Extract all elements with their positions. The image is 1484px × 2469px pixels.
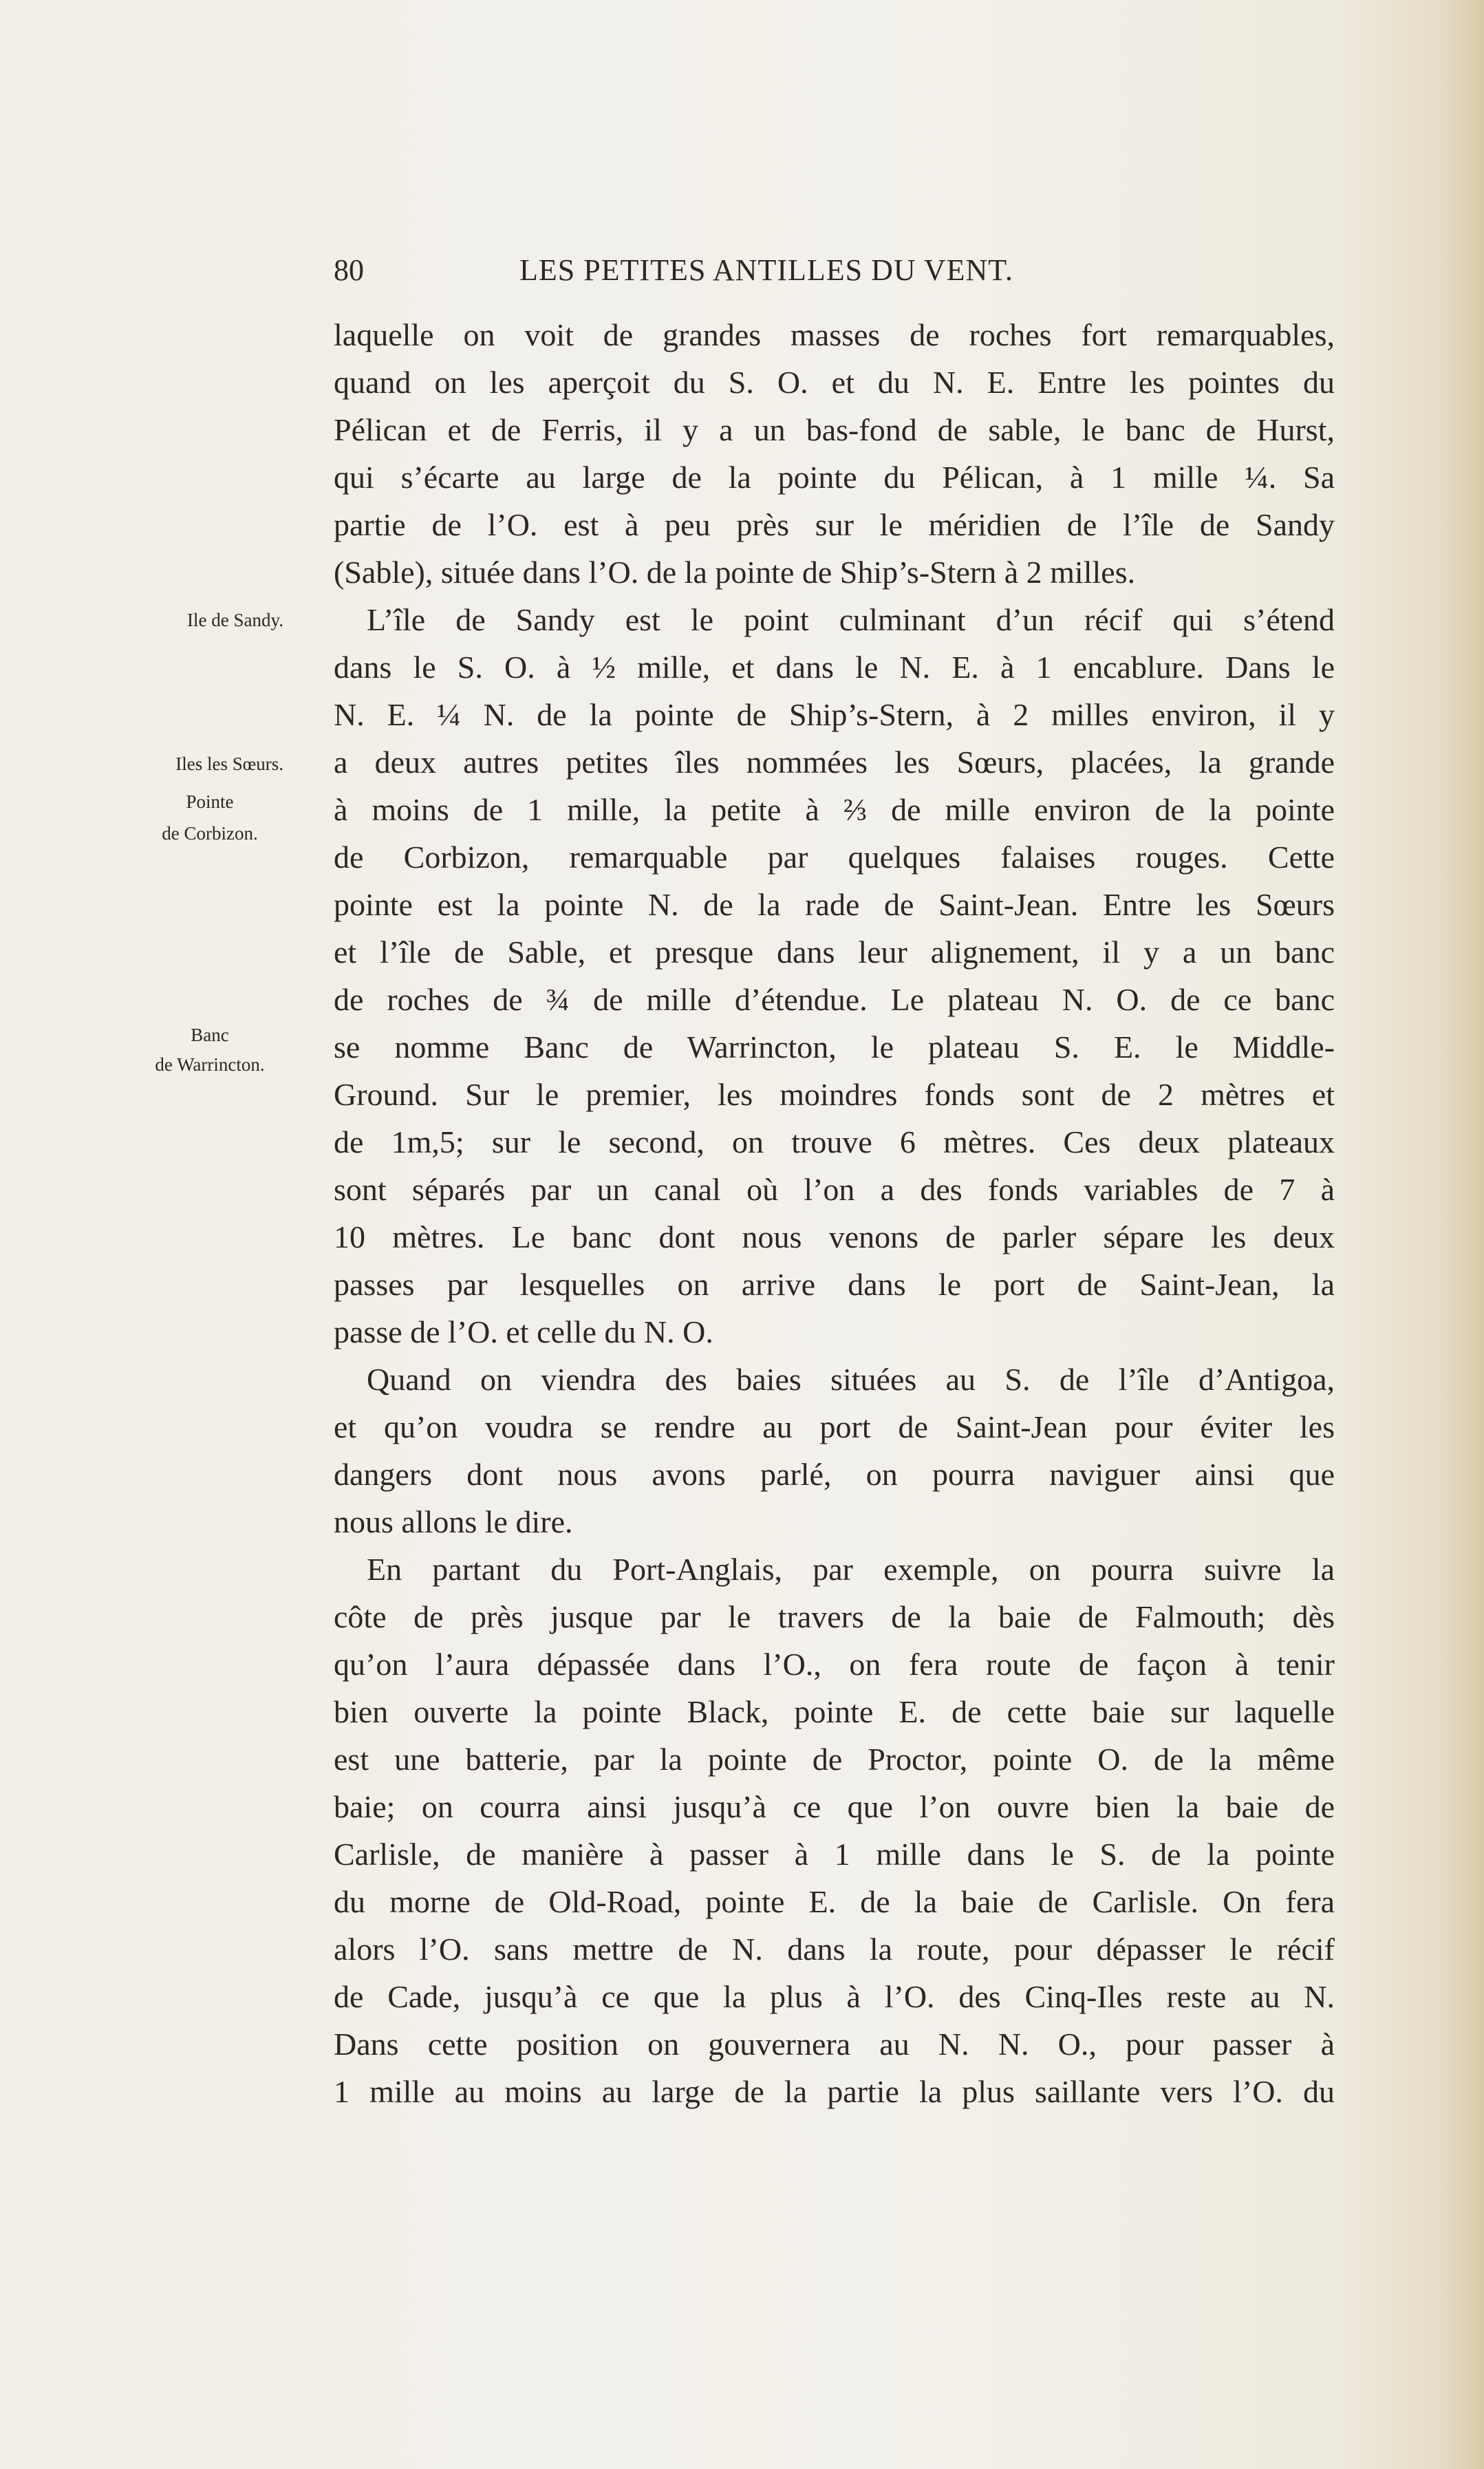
text-line: Dans cette position on gouvernera au N. N. O., pour passer à	[334, 2027, 1335, 2062]
text-line: côte de près jusque par le travers de la baie de Falmouth; dès	[334, 1599, 1335, 1634]
margin-note-iles-les-soeurs: Iles les Sœurs.	[175, 753, 283, 774]
text-line: dans le S. O. à ½ mille, et dans le N. E. à 1 encablure. Dans le	[334, 650, 1335, 685]
margin-note-warrincton: de Warrincton.	[155, 1054, 265, 1075]
text-line: et qu’on voudra se rendre au port de Saint-Jean pour éviter les	[334, 1409, 1335, 1444]
text-line: Quand on viendra des baies situées au S. de l’île d’Antigoa,	[367, 1362, 1335, 1397]
margin-note-corbizon: de Corbizon.	[162, 823, 258, 844]
text-line: baie; on courra ainsi jusqu’à ce que l’on ouvre bien la baie de	[334, 1789, 1335, 1824]
page-number: 80	[334, 253, 364, 287]
page-header	[334, 249, 1335, 292]
text-line: du morne de Old-Road, pointe E. de la baie de Carlisle. On fera	[334, 1884, 1335, 1919]
text-line: pointe est la pointe N. de la rade de Saint-Jean. Entre les Sœurs	[334, 887, 1335, 922]
text-line: de roches de ¾ de mille d’étendue. Le plateau N. O. de ce banc	[334, 982, 1335, 1017]
text-line: Ground. Sur le premier, les moindres fonds sont de 2 mètres et	[334, 1077, 1335, 1112]
text-line: quand on les aperçoit du S. O. et du N. E. Entre les pointes du	[334, 365, 1335, 400]
text-line: dangers dont nous avons parlé, on pourra naviguer ainsi que	[334, 1457, 1335, 1492]
margin-note-ile-de-sandy: Ile de Sandy.	[187, 610, 283, 630]
text-line: de Corbizon, remarquable par quelques falaises rouges. Cette	[334, 840, 1335, 875]
text-line: de Cade, jusqu’à ce que la plus à l’O. des Cinq-Iles reste au N.	[334, 1979, 1335, 2014]
text-line: passe de l’O. et celle du N. O.	[334, 1314, 713, 1349]
text-line: laquelle on voit de grandes masses de roches fort remarquables,	[334, 317, 1335, 352]
text-line: (Sable), située dans l’O. de la pointe de Ship’s-Stern à 2 milles.	[334, 555, 1136, 590]
text-line: bien ouverte la pointe Black, pointe E. de cette baie sur laquelle	[334, 1694, 1335, 1729]
text-line: qu’on l’aura dépassée dans l’O., on fera route de façon à tenir	[334, 1647, 1335, 1682]
text-line: En partant du Port-Anglais, par exemple, on pourra suivre la	[367, 1552, 1335, 1587]
text-line: et l’île de Sable, et presque dans leur alignement, il y a un banc	[334, 934, 1335, 970]
text-line: 10 mètres. Le banc dont nous venons de parler sépare les deux	[334, 1219, 1335, 1254]
body-text	[334, 311, 1335, 2115]
text-line: Pélican et de Ferris, il y a un bas-fond de sable, le banc de Hurst,	[334, 412, 1335, 447]
text-line: L’île de Sandy est le point culminant d’un récif qui s’étend	[367, 602, 1335, 637]
text-line: à moins de 1 mille, la petite à ⅔ de mille environ de la pointe	[334, 792, 1335, 827]
text-line: nous allons le dire.	[334, 1504, 573, 1539]
text-line: Carlisle, de manière à passer à 1 mille dans le S. de la pointe	[334, 1837, 1335, 1872]
text-line: alors l’O. sans mettre de N. dans la route, pour dépasser le récif	[334, 1932, 1335, 1967]
text-line: partie de l’O. est à peu près sur le méridien de l’île de Sandy	[334, 507, 1335, 542]
text-line: passes par lesquelles on arrive dans le port de Saint-Jean, la	[334, 1267, 1335, 1302]
text-line: sont séparés par un canal où l’on a des fonds variables de 7 à	[334, 1172, 1335, 1207]
margin-note-pointe: Pointe	[186, 791, 234, 812]
text-line: a deux autres petites îles nommées les Sœurs, placées, la grande	[334, 745, 1335, 780]
text-line: se nomme Banc de Warrincton, le plateau S. E. le Middle-	[334, 1029, 1335, 1065]
margin-note-banc: Banc	[191, 1025, 229, 1045]
text-line: de 1m,5; sur le second, on trouve 6 mètres. Ces deux plateaux	[334, 1124, 1335, 1159]
text-line: 1 mille au moins au large de la partie la plus saillante vers l’O. du	[334, 2074, 1335, 2109]
running-title: LES PETITES ANTILLES DU VENT.	[519, 253, 1013, 287]
text-line: N. E. ¼ N. de la pointe de Ship’s-Stern, à 2 milles environ, il y	[334, 697, 1335, 732]
text-line: qui s’écarte au large de la pointe du Pélican, à 1 mille ¼. Sa	[334, 460, 1335, 495]
text-line: est une batterie, par la pointe de Proctor, pointe O. de la même	[334, 1742, 1335, 1777]
